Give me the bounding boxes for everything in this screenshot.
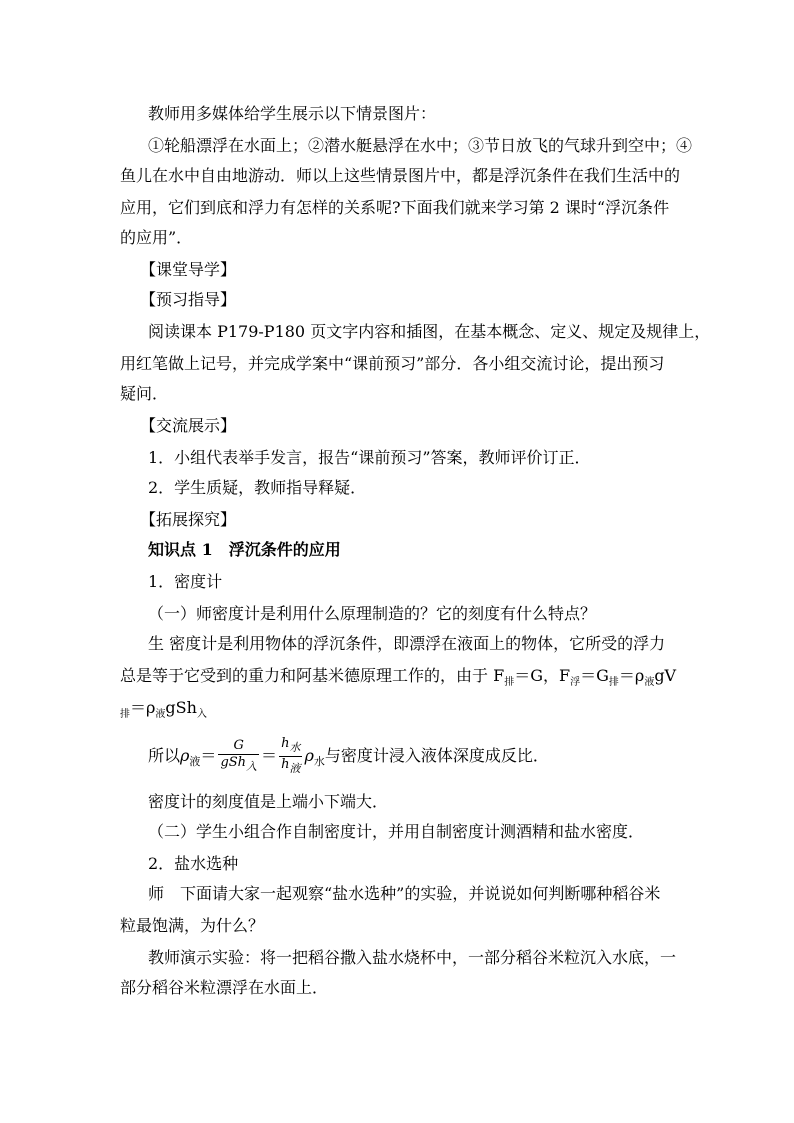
- list-item: 2．学生质疑，教师指导释疑．: [148, 478, 367, 497]
- section-heading-preview: 【预习指导】: [140, 290, 237, 309]
- paragraph-text: 密度计的刻度值是上端小下端大．: [148, 792, 389, 811]
- paragraph-formula-line: $_排=\rho_液gSh_入$: [120, 698, 207, 720]
- fraction-h-water-over-h-liquid: $\frac{h_水}{h_液}$: [281, 736, 301, 775]
- paragraph-text: 鱼儿在水中自由地游动．师以上这些情景图片中，都是浮沉条件在我们生活中的: [120, 166, 681, 185]
- paragraph-text: （二）学生小组合作自制密度计，并用自制密度计测酒精和盐水密度．: [148, 822, 645, 841]
- subsection-title: 1．密度计: [148, 572, 223, 591]
- paragraph-text: 生 密度计是利用物体的浮沉条件，即漂浮在液面上的物体，它所受的浮力: [148, 634, 666, 653]
- section-heading-exchange: 【交流展示】: [140, 416, 237, 435]
- list-item: 1．小组代表举手发言，报告“课前预习”答案，教师评价订正．: [148, 448, 591, 467]
- paragraph-text: 部分稻谷米粒漂浮在水面上．: [120, 978, 329, 997]
- paragraph-text: 阅读课本 P179-P180 页文字内容和插图，在基本概念、定义、规定及规律上，: [148, 322, 711, 341]
- paragraph-text: 用红笔做上记号，并完成学案中“课前预习”部分．各小组交流讨论，提出预习: [120, 354, 665, 373]
- paragraph-text: 应用，它们到底和浮力有怎样的关系呢?下面我们就来学习第 2 课时“浮沉条件: [120, 198, 670, 217]
- knowledge-point-title: 知识点 1 浮沉条件的应用: [148, 540, 341, 559]
- density-formula: 所以$\rho_液=$ $\frac{G}{gSh_入}$ ＝ $\frac{h_水}{h_液}$ $\rho_水$与密度计浸入液体深度成反比．: [148, 736, 549, 775]
- paragraph-text: 疑问．: [120, 384, 169, 403]
- paragraph-text: ①轮船漂浮在水面上；②潜水艇悬浮在水中；③节日放飞的气球升到空中；④: [148, 136, 693, 155]
- paragraph-text: 的应用”．: [120, 228, 193, 247]
- paragraph-text: 教师演示实验：将一把稻谷撒入盐水烧杯中，一部分稻谷米粒沉入水底，一: [148, 948, 677, 967]
- section-heading-class-guide: 【课堂导学】: [140, 260, 237, 279]
- section-heading-explore: 【拓展探究】: [140, 510, 237, 529]
- paragraph-text: 师 下面请大家一起观察“盐水选种”的实验，并说说如何判断哪种稻谷米: [148, 884, 661, 903]
- paragraph-formula-line: 总是等于它受到的重力和阿基米德原理工作的，由于 $F_排=G$，$F_浮=G_排=\rho_液gV$: [120, 666, 677, 688]
- paragraph-text: 粒最饱满，为什么？: [120, 916, 265, 935]
- fraction-g-over-gsh: $\frac{G}{gSh_入}$: [220, 738, 258, 773]
- paragraph-intro: 教师用多媒体给学生展示以下情景图片：: [148, 104, 437, 123]
- paragraph-text: （一）师密度计是利用什么原理制造的？它的刻度有什么特点？: [148, 604, 597, 623]
- subsection-title: 2．盐水选种: [148, 854, 239, 873]
